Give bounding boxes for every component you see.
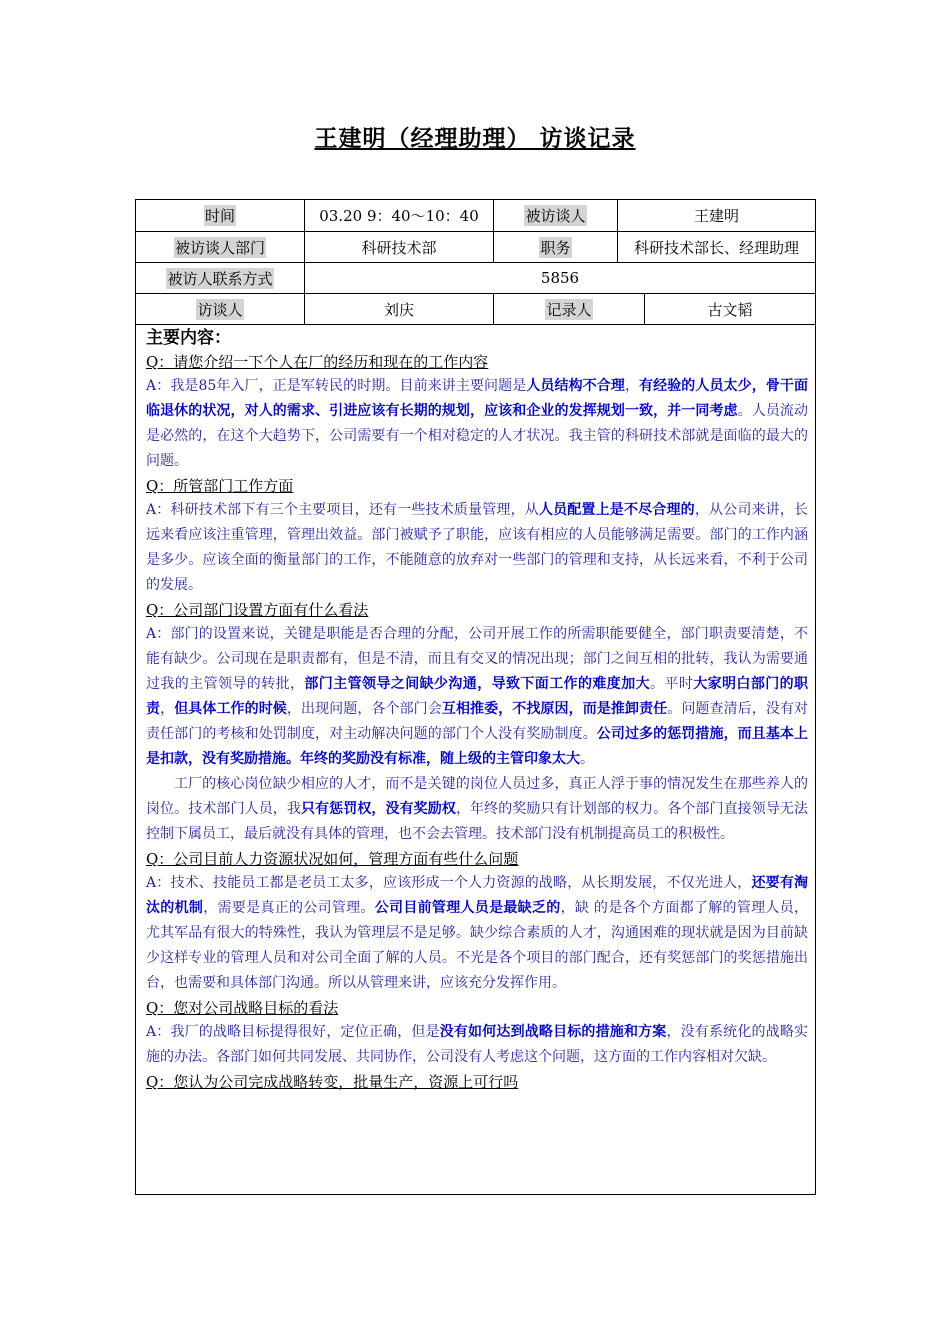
info-row-interviewer [136,294,815,325]
question-3: Q：公司部门设置方面有什么看法 [146,601,369,619]
time-value: 03.20 9：40～10：40 [305,200,494,231]
info-row-dept [136,232,815,263]
question-2: Q：所管部门工作方面 [146,477,294,495]
question-5: Q：您对公司战略目标的看法 [146,999,339,1017]
answer-5: A：我厂的战略目标提得很好，定位正确，但是没有如何达到战略目标的措施和方案，没有系统化的战略实施的办法。各部门如何共同发展、共同协作，公司没有人考虑这个问题，这方面的工作内容相对欠缺。 [146,1024,809,1065]
time-label: 时间 [136,200,305,231]
contact-value: 5856 [540,269,580,287]
dept-value: 科研技术部 [305,232,494,262]
answer-1: A：我是85年入厂，正是军转民的时期。目前来讲主要问题是人员结构不合理，有经验的人员太少，骨干面临退休的状况，对人的需求、引进应该有长期的规划，应该和企业的发挥规划一致，并一同考虑。人员流动是必然的，在这个大趋势下，公司需要有一个相对稳定的人才状况。我主管的科研技术部就是面临的最大的问题。 [146,378,809,469]
interviewer-label: 访谈人 [136,294,305,324]
answer-2: A：科研技术部下有三个主要项目，还有一些技术质量管理，从人员配置上是不尽合理的，从公司来讲，长远来看应该注重管理，管理出效益。部门被赋予了职能，应该有相应的人员能够满足需要。部门的工作内涵是多少。应该全面的衡量部门的工作，不能随意的放弃对一些部门的管理和支持，从长远来看，不利于公司 的发展。 [146,502,809,593]
interviewee-label: 被访谈人 [494,200,618,231]
recorder-label: 记录人 [494,294,645,324]
answer-3: A：部门的设置来说，关键是职能是否合理的分配，公司开展工作的所需职能要健全，部门职责要清楚，不能有缺少。公司现在是职责都有，但是不清，而且有交叉的情况出现；部门之间互相的批转，我认为需要通过我的主管领导的转批，部门主管领导之间缺少沟通，导致下面工作的难度加大。平时大家明白部门的职责，但具体工作的时候，出现问题，各个部门会互相推委，不找原因，而是推卸责任。问题查清后，没有对责任部门的考核和处罚制度，对主动解决问题的部门个人没有奖励制度。公司过多的惩罚措施，而且基本上是扣款，没有奖励措施。年终的奖励没有标准，随上级的主管印象太大。 [146,626,809,767]
main-content [146,326,808,1094]
page-title: 王建明（经理助理） 访谈记录 [314,126,636,152]
interviewee-value: 王建明 [693,207,739,225]
question-6: Q：您认为公司完成战略转变，批量生产，资源上可行吗 [146,1073,519,1091]
position-label: 职务 [494,232,618,262]
answer-3-paragraph-2: 工厂的核心岗位缺少相应的人才，而不是关键的岗位人员过多，真正人浮于事的情况发生在那些养人的岗位。技术部门人员，我只有惩罚权，没有奖励权，年终的奖励只有计划部的权力。各个部门直接领导无法控制下属员工，最后就没有具体的管理，也不会去管理。技术部门没有机制提高员工的积极性。 [146,776,809,842]
dept-label: 被访谈人部门 [136,232,305,262]
position-value: 科研技术部长、经理助理 [633,238,799,257]
info-row-time [136,200,815,232]
info-row-contact [136,263,815,294]
contact-label: 被访人联系方式 [136,263,305,293]
answer-4: A：技术、技能员工都是老员工太多，应该形成一个人力资源的战略，从长期发展，不仅光进人，还要有淘汰的机制，需要是真正的公司管理。公司目前管理人员是最缺乏的，缺 的是各个方面都了解的管理人员，尤其军品有很大的特殊性，我认为管理层不是足够。缺少综合素质的人才，沟通困难的现状就是因为目前缺少这样专业的管理人员和对公司全面了解的人员。不光是各个项目的部门配合，还有奖惩部门的奖惩措施出台，也需要和具体部门沟通。所以从管理来讲，应该充分发挥作用。 [146,875,809,991]
question-1: Q：请您介绍一下个人在厂的经历和现在的工作内容 [146,353,489,371]
interviewer-value: 刘庆 [305,294,494,324]
content-heading: 主要内容： [146,328,231,348]
recorder-value: 古文韬 [707,300,753,319]
question-4: Q：公司目前人力资源状况如何，管理方面有些什么问题 [146,850,519,868]
interview-record-table [135,199,816,1195]
